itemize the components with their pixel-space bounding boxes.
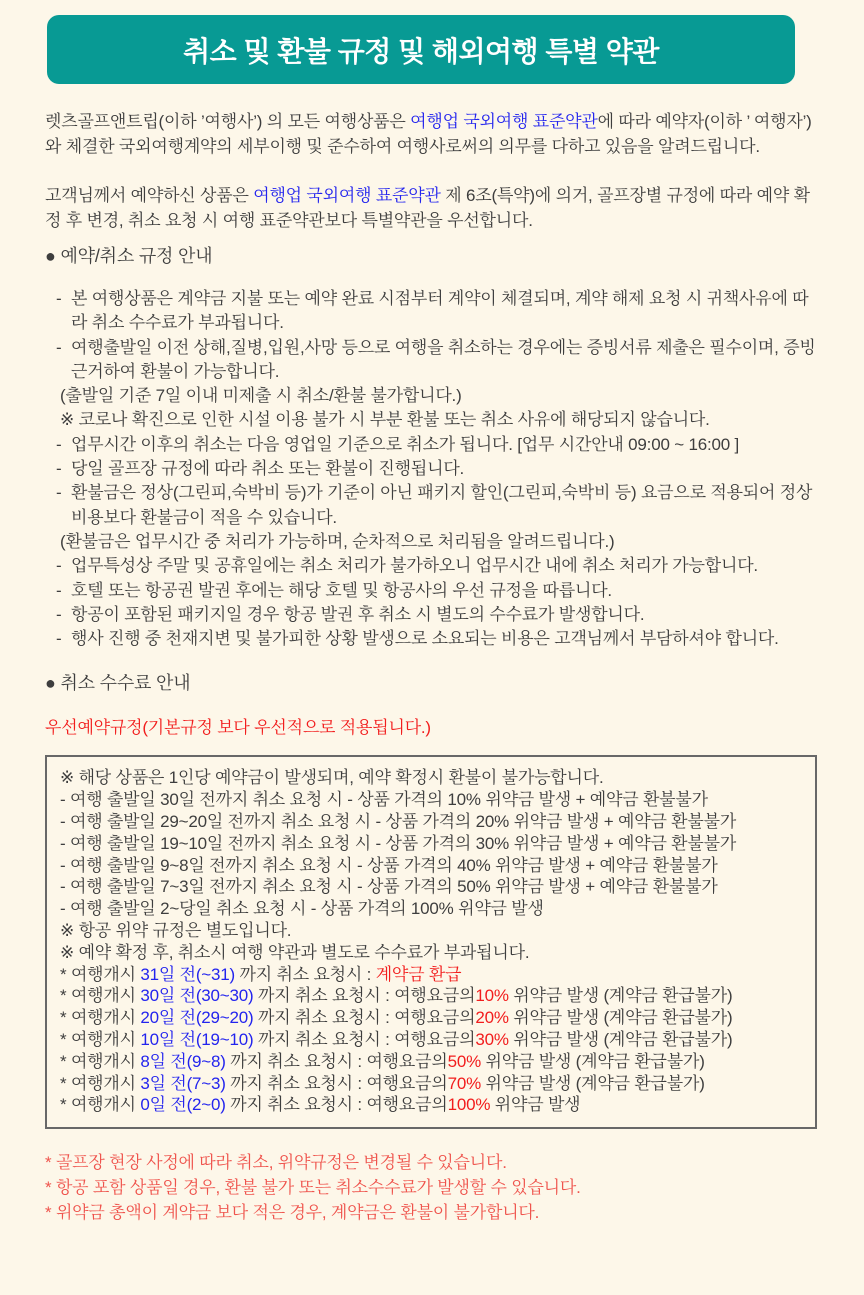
fee-box-line (60, 1007, 807, 1029)
rule-item (45, 603, 820, 627)
list-marker: - (56, 289, 62, 308)
fee-box-line (60, 767, 807, 789)
text-segment: * 여행개시 (60, 1030, 141, 1050)
section-heading-cancel-fee: ● 취소 수수료 안내 (45, 673, 191, 694)
red-text-segment: 30% (475, 1030, 509, 1050)
text-segment: 까지 취소 요청시 : 여행요금의 (253, 1008, 476, 1028)
content-area (45, 109, 820, 1225)
fee-box-line (60, 1029, 807, 1051)
text-segment: - 여행 출발일 2~당일 취소 요청 시 - 상품 가격의 100% 위약금 발생 (60, 899, 544, 919)
rule-item (45, 336, 820, 385)
rule-item (45, 627, 820, 651)
text-segment: 제 6조(특약)에 의거, 골프장별 규정에 따라 예약 확정 후 변경, 취소 요청 시 여행 표준약관보다 특별약관을 우선합니다. (45, 186, 810, 230)
text-segment: - 여행 출발일 7~3일 전까지 취소 요청 시 - 상품 가격의 50% 위약금 발생 + 예약금 환불불가 (60, 877, 718, 897)
list-marker: - (56, 629, 62, 649)
list-marker: - (56, 337, 62, 357)
fee-box-line (60, 833, 807, 855)
text-segment: - 여행 출발일 19~10일 전까지 취소 요청 시 - 상품 가격의 30% 위약금 발생 + 예약금 환불불가 (60, 833, 737, 853)
list-marker: - (56, 483, 62, 503)
text-segment: 렛츠골프앤트립(이하 ’여행사’) 의 모든 여행상품은 (45, 112, 411, 131)
list-marker: - (56, 604, 62, 624)
text-segment: 에 따라 예약자(이하 ’ 여행자’) 와 체결한 국외여행계약의 세부이행 및 준수하여 여행사로써의 의무를 다하고 있음을 알려드립니다. (45, 112, 812, 156)
cancellation-fee-box (45, 755, 817, 1129)
blue-text-segment: 31일 전(~31) (140, 964, 235, 984)
red-text-segment: 계약금 환급 (375, 964, 462, 984)
fee-box-line (60, 920, 807, 942)
fee-box-line (60, 855, 807, 877)
rule-text: 환불금은 정상(그린피,숙박비 등)가 기준이 아닌 패키지 할인(그린피,숙박비 등) 요금으로 적용되어 정상비용보다 환불금이 적을 수 있습니다. (71, 483, 813, 527)
text-segment: 위약금 발생 (계약금 환급불가) (508, 986, 733, 1006)
footnotes (45, 1150, 820, 1225)
red-text-segment: 50% (447, 1051, 481, 1071)
rule-item (45, 384, 820, 408)
list-marker: - (56, 556, 62, 576)
rule-item (45, 579, 820, 603)
text-segment: ※ 해당 상품은 1인당 예약금이 발생되며, 예약 확정시 환불이 불가능합니다. (60, 768, 604, 788)
rule-item (45, 554, 820, 578)
blue-text-segment: 여행업 국외여행 표준약관 (253, 186, 441, 205)
rule-text: 항공이 포함된 패키지일 경우 항공 발권 후 취소 시 별도의 수수료가 발생합니다. (71, 604, 645, 624)
blue-text-segment: 30일 전(30~30) (140, 986, 254, 1006)
rule-text: 호텔 또는 항공권 발권 후에는 해당 호텔 및 항공사의 우선 규정을 따릅니다. (71, 580, 612, 600)
text-segment: 위약금 발생 (계약금 환급불가) (508, 1008, 733, 1028)
red-text-segment: 20% (475, 1008, 509, 1028)
blue-text-segment: 20일 전(29~20) (140, 1008, 254, 1028)
page-title: 취소 및 환불 규정 및 해외여행 특별 약관 (183, 35, 659, 67)
text-segment: * 여행개시 (60, 1095, 141, 1115)
priority-rule-heading: 우선예약규정(기본규정 보다 우선적으로 적용됩니다.) (45, 718, 431, 738)
fee-box-line (60, 898, 807, 920)
blue-text-segment: 8일 전(9~8) (140, 1051, 226, 1071)
text-segment: 까지 취소 요청시 : 여행요금의 (225, 1095, 448, 1115)
fee-box-line (60, 964, 807, 986)
intro-paragraph-1 (45, 109, 820, 159)
rule-item (45, 433, 820, 457)
text-segment: * 여행개시 (60, 964, 141, 984)
rule-item (45, 408, 820, 432)
footnote-line: * 위약금 총액이 계약금 보다 적은 경우, 계약금은 환불이 불가합니다. (45, 1203, 540, 1223)
terms-page (0, 15, 864, 1295)
text-segment: 까지 취소 요청시 : (235, 964, 376, 984)
text-segment: * 여행개시 (60, 1073, 141, 1093)
list-marker: - (56, 580, 62, 600)
footnote-line: * 항공 포함 상품일 경우, 환불 불가 또는 취소수수료가 발생할 수 있습니다. (45, 1178, 581, 1198)
text-segment: * 여행개시 (60, 986, 141, 1006)
red-text-segment: 70% (447, 1073, 481, 1093)
rule-text: 행사 진행 중 천재지변 및 불가피한 상황 발생으로 소요되는 비용은 고객님께서 부담하셔야 합니다. (71, 629, 779, 649)
blue-text-segment: 3일 전(7~3) (140, 1073, 226, 1093)
rule-text: 여행출발일 이전 상해,질병,입원,사망 등으로 여행을 취소하는 경우에는 증빙서류 제출은 필수이며, 증빙 근거하여 환불이 가능합니다. (71, 337, 816, 381)
text-segment: 까지 취소 요청시 : 여행요금의 (253, 986, 476, 1006)
text-segment: 까지 취소 요청시 : 여행요금의 (253, 1030, 476, 1050)
fee-box-line (60, 789, 807, 811)
fee-box-line (60, 942, 807, 964)
blue-text-segment: 10일 전(19~10) (140, 1030, 254, 1050)
rule-item (45, 481, 820, 530)
rules-list (45, 287, 820, 651)
rule-text: ※ 코로나 확진으로 인한 시설 이용 불가 시 부분 환불 또는 취소 사유에 해당되지 않습니다. (60, 410, 710, 430)
text-segment: 위약금 발생 (계약금 환급불가) (508, 1030, 733, 1050)
text-segment: 까지 취소 요청시 : 여행요금의 (225, 1073, 448, 1093)
rule-item (45, 287, 820, 336)
section-heading-booking-cancel: ● 예약/취소 규정 안내 (45, 246, 213, 266)
fee-box-line (60, 876, 807, 898)
text-segment: 위약금 발생 (계약금 환급불가) (481, 1073, 705, 1093)
text-segment: 위약금 발생 (계약금 환급불가) (481, 1051, 705, 1071)
fee-box-line (60, 1094, 807, 1116)
blue-text-segment: 0일 전(2~0) (140, 1095, 226, 1115)
rule-text: (출발일 기준 7일 이내 미제출 시 취소/환불 불가합니다.) (60, 386, 462, 406)
rule-text: 업무특성상 주말 및 공휴일에는 취소 처리가 불가하오니 업무시간 내에 취소 처리가 가능합니다. (71, 556, 758, 576)
text-segment: - 여행 출발일 9~8일 전까지 취소 요청 시 - 상품 가격의 40% 위약금 발생 + 예약금 환불불가 (60, 855, 718, 875)
rule-text: 업무시간 이후의 취소는 다음 영업일 기준으로 취소가 됩니다. [업무 시간안내 09:00 ~ 16:00 ] (71, 434, 740, 454)
text-segment: * 여행개시 (60, 1051, 141, 1071)
title-banner (47, 15, 795, 84)
blue-text-segment: 여행업 국외여행 표준약관 (410, 112, 598, 131)
text-segment: * 여행개시 (60, 1008, 141, 1028)
text-segment: 고객님께서 예약하신 상품은 (45, 186, 254, 205)
fee-box-line (60, 1073, 807, 1095)
rule-item (45, 530, 820, 554)
fee-box-line (60, 811, 807, 833)
red-text-segment: 10% (475, 986, 509, 1006)
list-marker: - (56, 434, 62, 454)
intro-paragraph-2 (45, 183, 820, 233)
text-segment: ※ 항공 위약 규정은 별도입니다. (60, 921, 292, 941)
text-segment: ※ 예약 확정 후, 취소시 여행 약관과 별도로 수수료가 부과됩니다. (60, 942, 530, 962)
rule-item (45, 457, 820, 481)
fee-box-line (60, 1051, 807, 1073)
text-segment: - 여행 출발일 30일 전까지 취소 요청 시 - 상품 가격의 10% 위약금 발생 + 예약금 환불불가 (60, 790, 708, 810)
rule-text: (환불금은 업무시간 중 처리가 가능하며, 순차적으로 처리됨을 알려드립니다.) (60, 531, 615, 551)
text-segment: 까지 취소 요청시 : 여행요금의 (225, 1051, 448, 1071)
text-segment: - 여행 출발일 29~20일 전까지 취소 요청 시 - 상품 가격의 20% 위약금 발생 + 예약금 환불불가 (60, 812, 737, 832)
text-segment: 위약금 발생 (490, 1095, 581, 1115)
rule-text: 본 여행상품은 계약금 지불 또는 예약 완료 시점부터 계약이 체결되며, 계약 해제 요청 시 귀책사유에 따라 취소 수수료가 부과됩니다. (71, 289, 809, 333)
fee-box-line (60, 985, 807, 1007)
rule-text: 당일 골프장 규정에 따라 취소 또는 환불이 진행됩니다. (71, 459, 465, 479)
red-text-segment: 100% (447, 1095, 491, 1115)
list-marker: - (56, 459, 62, 479)
footnote-line: * 골프장 현장 사정에 따라 취소, 위약규정은 변경될 수 있습니다. (45, 1153, 507, 1173)
